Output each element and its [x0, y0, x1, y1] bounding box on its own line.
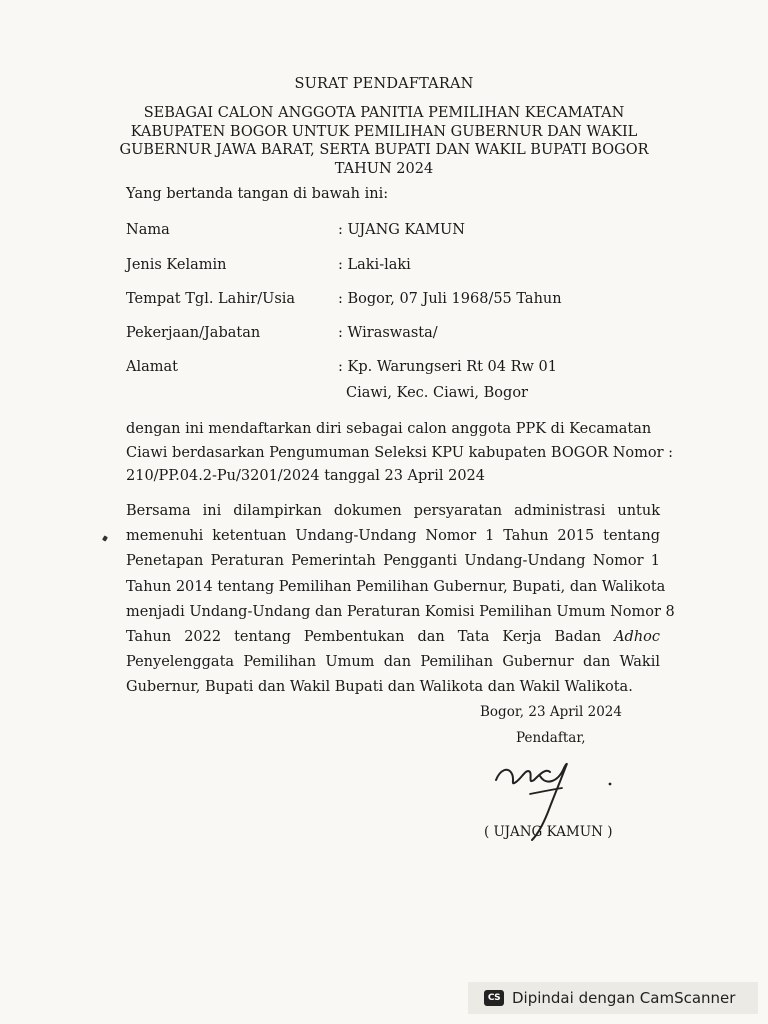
document-subtitle [110, 104, 658, 178]
camscanner-logo-icon: CS [484, 990, 504, 1006]
field-label: Jenis Kelamin [126, 257, 227, 273]
registration-paragraph [126, 418, 674, 489]
subtitle-line: KABUPATEN BOGOR UNTUK PEMILIHAN GUBERNUR DAN WAKIL [130, 123, 638, 140]
document-title: SURAT PENDAFTARAN [294, 76, 474, 92]
field-value: : UJANG KAMUN [338, 222, 465, 238]
field-label: Pekerjaan/Jabatan [126, 325, 261, 341]
paragraph-line: dengan ini mendaftarkan diri sebagai calon anggota PPK di Kecamatan [126, 421, 652, 437]
scan-speck [102, 535, 108, 541]
paragraph-line: Tahun 2014 tentang Pemilihan Pemilihan Gubernur, Bupati, dan Walikota [126, 578, 666, 595]
field-value: : Kp. Warungseri Rt 04 Rw 01 [338, 359, 558, 375]
field-value: : Wiraswasta/ [338, 325, 438, 341]
paragraph-line: menjadi Undang-Undang dan Peraturan Komisi Pemilihan Umum Nomor 8 [126, 603, 675, 620]
paragraph-line: memenuhi ketentuan Undang-Undang Nomor 1 Tahun 2015 tentang [126, 528, 660, 545]
subtitle-line: TAHUN 2024 [334, 160, 434, 177]
paragraph-line: Gubernur, Bupati dan Wakil Bupati dan Walikota dan Wakil Walikota. [126, 679, 633, 696]
watermark-label: Dipindai dengan CamScanner [512, 989, 736, 1007]
paragraph-text: Tahun 2022 tentang Pembentukan dan Tata Kerja Badan [126, 629, 602, 646]
signature-role: Pendaftar, [516, 730, 586, 746]
field-label: Alamat [126, 359, 178, 375]
subtitle-line: GUBERNUR JAWA BARAT, SERTA BUPATI DAN WAKIL BUPATI BOGOR [119, 142, 649, 158]
paragraph-line-with-italic [126, 625, 660, 650]
field-label: Nama [126, 222, 170, 238]
field-value: : Laki-laki [338, 257, 411, 273]
italic-term: Adhoc [614, 629, 661, 646]
field-label: Tempat Tgl. Lahir/Usia [126, 291, 296, 307]
paragraph-line: 210/PP.04.2-Pu/3201/2024 tanggal 23 April 2024 [126, 468, 486, 484]
paragraph-line: Ciawi berdasarkan Pengumuman Seleksi KPU kabupaten BOGOR Nomor : [126, 444, 674, 461]
subtitle-line: SEBAGAI CALON ANGGOTA PANITIA PEMILIHAN KECAMATAN [143, 105, 625, 121]
paragraph-line: Bersama ini dilampirkan dokumen persyaratan administrasi untuk [126, 503, 660, 519]
signature-place-date: Bogor, 23 April 2024 [480, 704, 622, 720]
camscanner-watermark [468, 982, 758, 1014]
paragraph-line: Penetapan Peraturan Pemerintah Pengganti Undang-Undang Nomor 1 [126, 553, 660, 570]
field-value: : Bogor, 07 Juli 1968/55 Tahun [338, 291, 562, 307]
paragraph-line: Penyelenggata Pemilihan Umum dan Pemilihan Gubernur dan Wakil [126, 654, 660, 671]
signature-name: ( UJANG KAMUN ) [484, 824, 613, 840]
attachment-paragraph [126, 499, 675, 701]
intro-text: Yang bertanda tangan di bawah ini: [126, 186, 389, 202]
field-value-line2: Ciawi, Kec. Ciawi, Bogor [346, 385, 528, 401]
